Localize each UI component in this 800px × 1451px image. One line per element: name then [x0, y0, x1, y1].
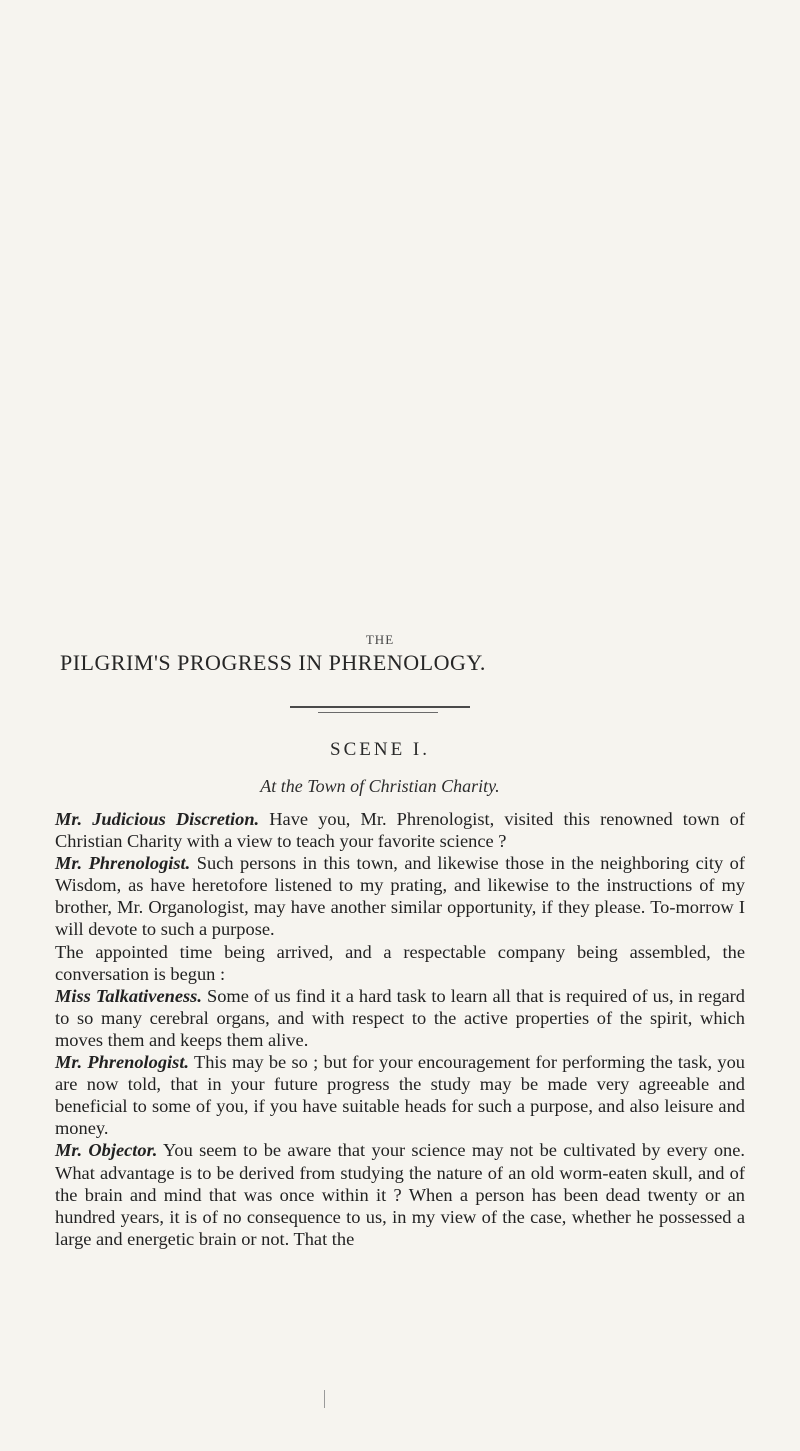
dialogue-text: Some of us find it a hard task to learn all that is required of us, in regard to so many cerebral organs, and with respect to the active properties of the spirit, which moves them and keeps them alive. [55, 985, 745, 1050]
stage-direction [55, 941, 745, 985]
dialogue-paragraph [55, 808, 745, 852]
page-mark [324, 1390, 325, 1408]
speaker-name: Mr. Judicious Discretion. [55, 809, 260, 829]
scene-heading: SCENE I. [330, 739, 430, 760]
stage-direction-text: The appointed time being arrived, and a respectable company being assembled, the conversation is begun : [55, 941, 745, 984]
speaker-name: Mr. Phrenologist. [55, 1052, 190, 1073]
speaker-name: Mr. Objector. [55, 1140, 158, 1161]
page-title: PILGRIM'S PROGRESS IN PHRENOLOGY. [60, 650, 486, 675]
dialogue-body [55, 808, 745, 1250]
dialogue-text: This may be so ; but for your encouragement for performing the task, you are now told, that in your future progress the study may be made very agreeable and beneficial to some of you, if you have suitable heads for such a purpose, and also leisure and money. [55, 1052, 746, 1139]
dialogue-paragraph [55, 852, 745, 940]
speaker-name: Miss Talkativeness. [55, 985, 202, 1006]
title-divider [290, 706, 470, 708]
dialogue-paragraph [55, 985, 745, 1051]
speaker-name: Mr. Phrenologist. [55, 853, 191, 874]
title-divider-secondary [318, 712, 438, 713]
pre-title: THE [365, 632, 395, 647]
dialogue-paragraph [55, 1051, 745, 1139]
dialogue-text: Such persons in this town, and likewise those in the neighboring city of Wisdom, as have heretofore listened to my prating, and likewise to the instructions of my brother, Mr. Organologist, may have another similar opportunity, if they please. To-morrow I will devote to such a purpose. [55, 853, 745, 940]
scene-location: At the Town of Christian Charity. [260, 776, 500, 796]
dialogue-text: You seem to be aware that your science may not be cultivated by every one. What advantage is to be derived from studying the nature of an old worm-eaten skull, and of the brain and mind that was once within it ? When a person has been dead twenty or an hundred years, it is of no consequence to us, in my view of the case, whether he possessed a large and energetic brain or not. That the [55, 1140, 745, 1249]
dialogue-text: Have you, Mr. Phrenologist, visited this renowned town of Christian Charity with a view to teach your favorite science ? [55, 809, 745, 852]
dialogue-paragraph [55, 1139, 745, 1249]
